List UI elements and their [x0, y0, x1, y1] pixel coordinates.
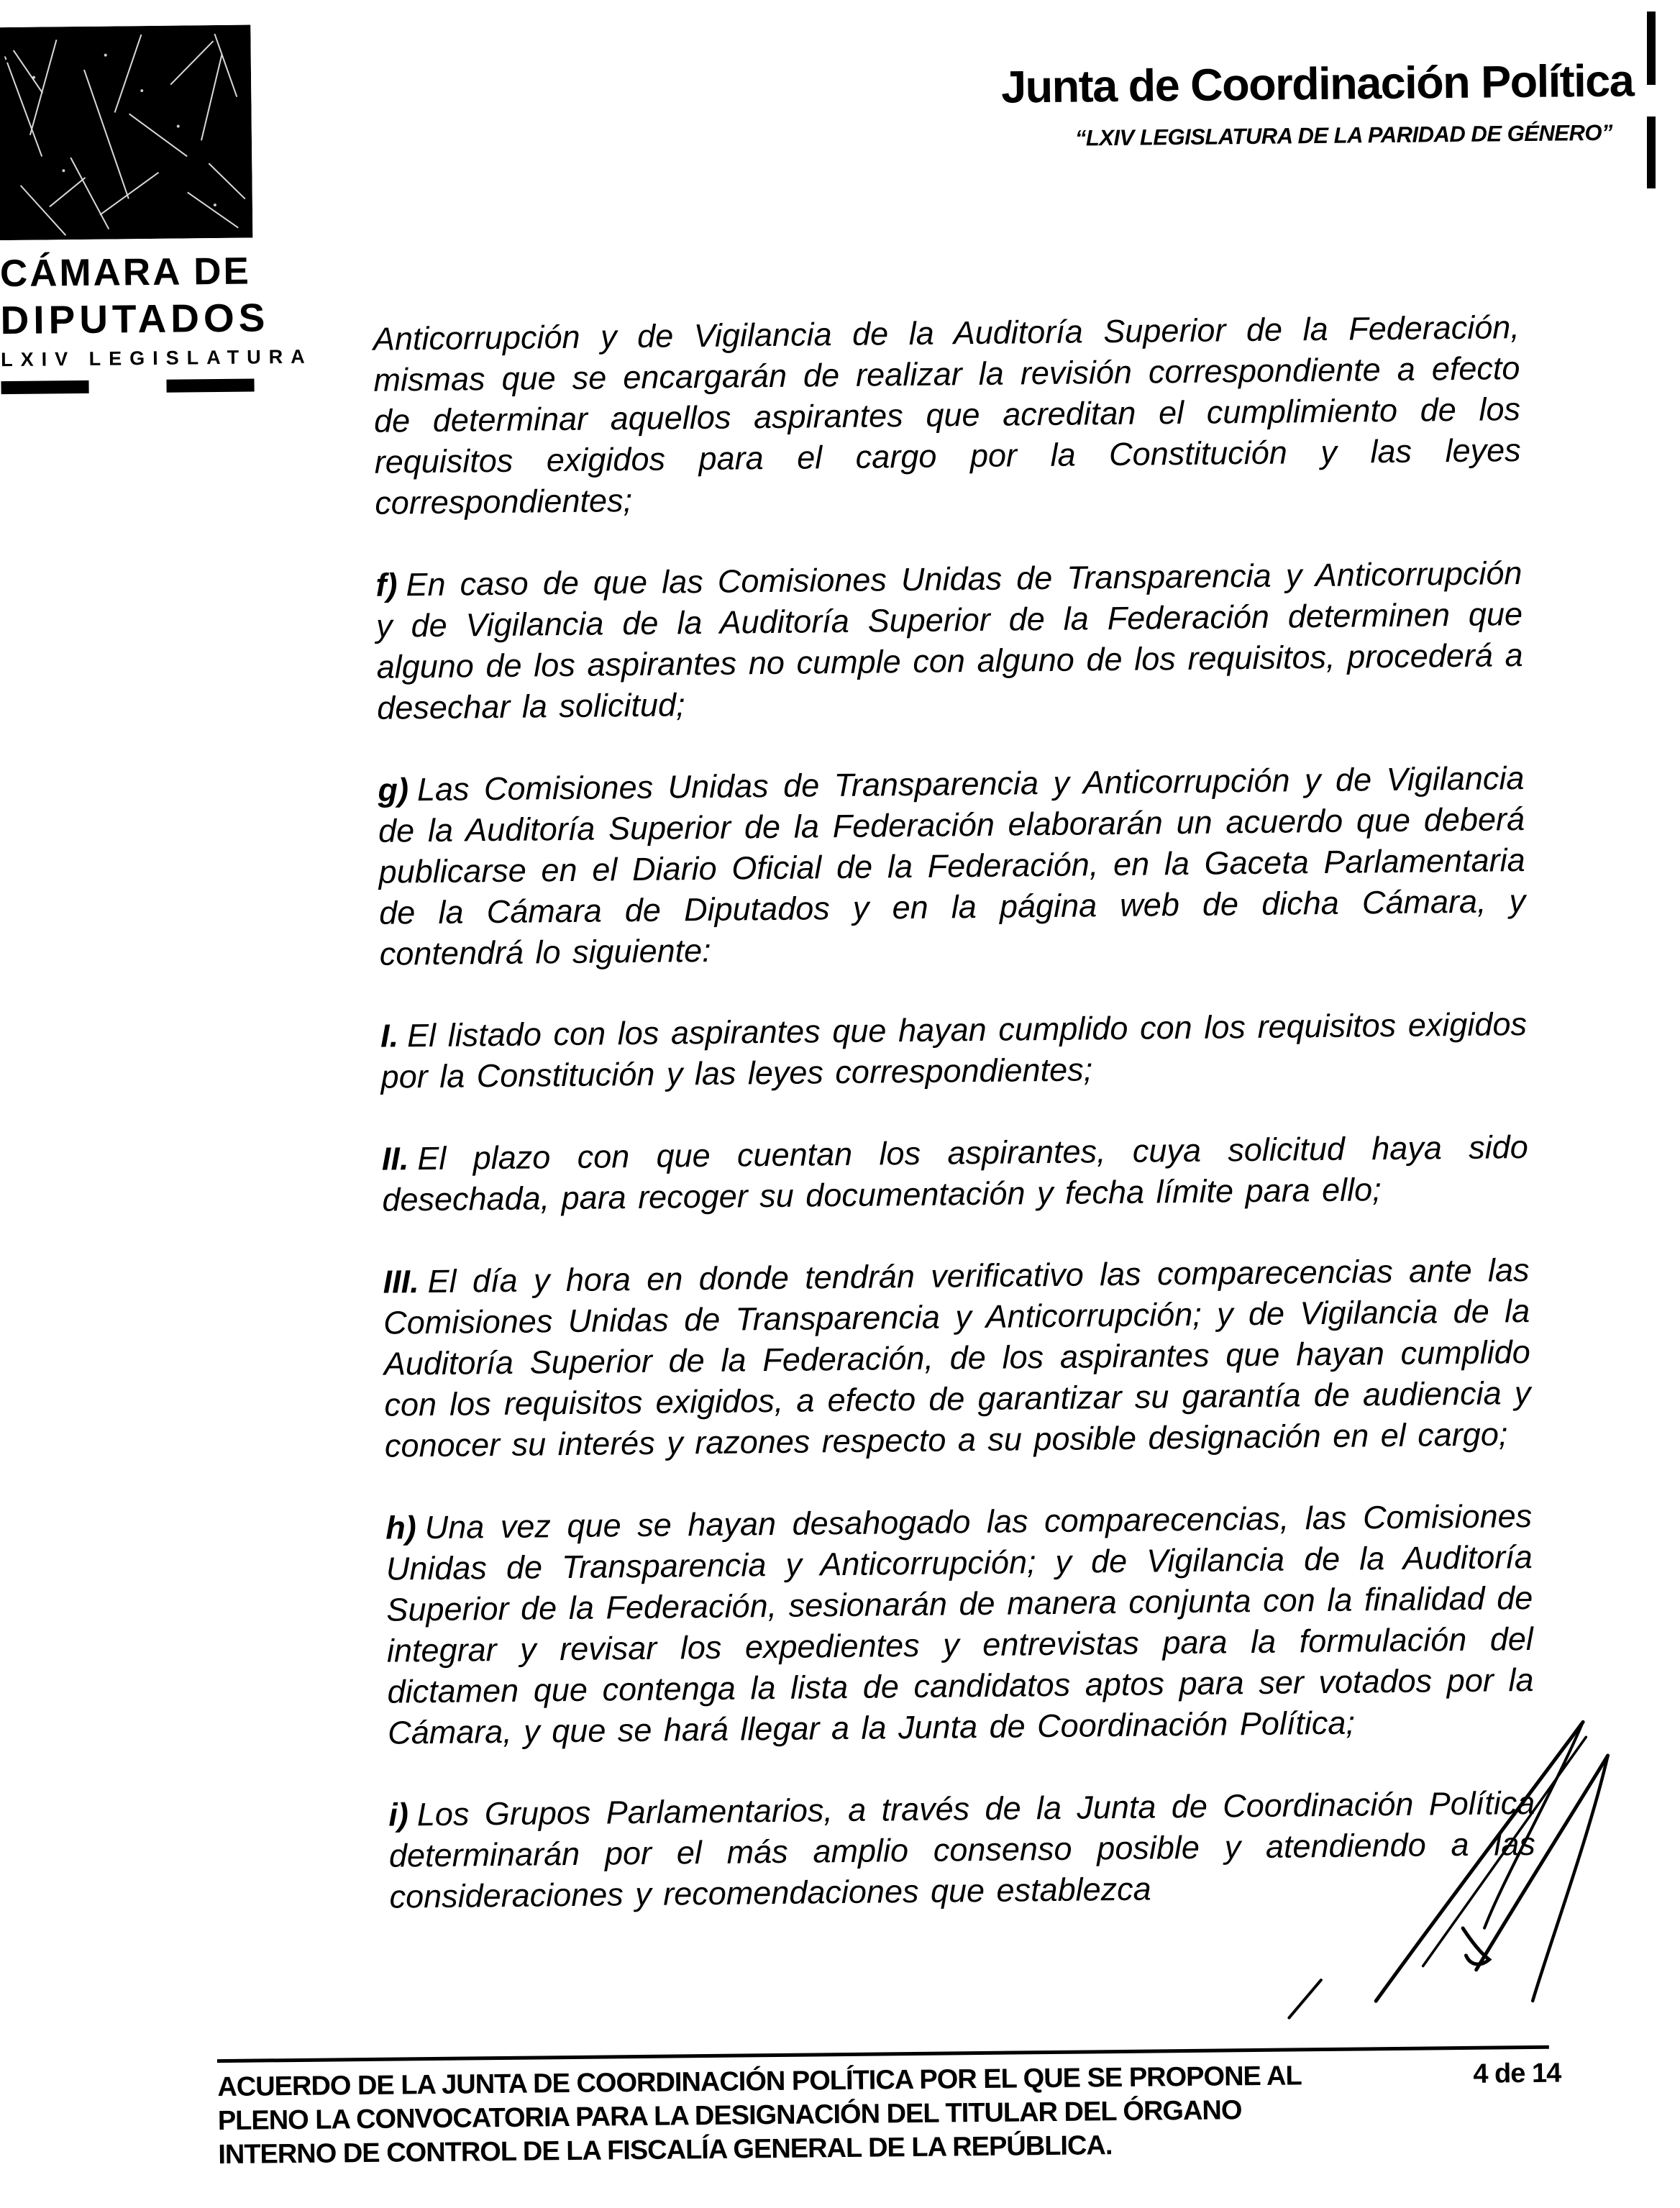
logo-text-diputados: DIPUTADOS — [0, 295, 270, 343]
paragraph-label: III. — [383, 1263, 419, 1300]
logo-bar-left — [1, 380, 88, 394]
paragraph-label: II. — [381, 1140, 409, 1177]
paragraph-text: Las Comisiones Unidas de Transparencia y Anticorrupción y de Vigilancia de la Auditoría Superior de la Federación elaborarán un acuerdo que deberá publicarse en el Diario Oficial de la Federación, en la Gaceta Parlamentaria de la Cámara de Diputados y en la página web de dicha Cámara, y contendrá lo siguiente: — [378, 759, 1526, 972]
paragraph-roman-ii — [382, 1126, 1529, 1221]
camara-de-diputados-logo — [0, 25, 313, 395]
paragraph-roman-iii — [383, 1249, 1531, 1466]
paragraph-label: h) — [385, 1509, 416, 1546]
paragraph-h — [385, 1495, 1534, 1753]
footer-text: ACUERDO DE LA JUNTA DE COORDINACIÓN POLÍTICA POR EL QUE SE PROPONE AL — [217, 2061, 1302, 2103]
paragraph-g — [378, 757, 1526, 975]
footer-line-2: PLENO LA CONVOCATORIA PARA LA DESIGNACIÓN DEL TITULAR DEL ÓRGANO — [217, 2095, 1242, 2137]
paragraph-label: g) — [378, 771, 409, 808]
paragraph-text: En caso de que las Comisiones Unidas de Transparencia y Anticorrupción y de Vigilancia de la Auditoría Superior de la Federación determinen que alguno de los aspirantes no cumple con alguno de los requisitos, procederá a desechar la solicitud; — [375, 555, 1523, 726]
paragraph-i — [388, 1782, 1536, 1917]
document-body — [373, 306, 1536, 1917]
scan-artifact-bar-top — [1647, 12, 1656, 85]
paragraph-label: f) — [375, 566, 398, 603]
pen-y-mark — [1463, 1928, 1489, 1965]
logo-text-camara-de: CÁMARA DE — [0, 250, 252, 296]
pen-stroke — [1530, 1756, 1611, 2001]
paragraph-text: El listado con los aspirantes que hayan cumplido con los requisitos exigidos por la Constitución y las leyes correspondientes; — [380, 1005, 1528, 1095]
paragraph-roman-i — [380, 1003, 1528, 1098]
page-number: 4 de 14 — [1473, 2058, 1561, 2089]
pen-slash-mark — [1289, 1980, 1322, 2017]
paragraph-text: El día y hora en donde tendrán verificativo las comparecencias ante las Comisiones Unidas de Transparencia y Anticorrupción; y de Vigilancia de la Auditoría Superior de la Federación, de los aspirantes que hayan cumplido con los requisitos exigidos, a efecto de garantizar su garantía de audiencia y conocer su interés y razones respecto a su posible designación en el cargo; — [383, 1251, 1531, 1464]
logo-bar-right — [166, 378, 254, 392]
paragraph-text: Una vez que se hayan desahogado las comparecencias, las Comisiones Unidas de Transparencia y Anticorrupción; y de Vigilancia de la Auditoría Superior de la Federación, sesionarán de manera conjunta con la finalidad de integrar y revisar los expedientes y entrevistas para la formulación del dictamen que contenga la lista de candidatos aptos para ser votados por la Cámara, y que se hará llegar a la Junta de Coordinación Política; — [385, 1497, 1534, 1751]
paragraph-label: i) — [388, 1796, 409, 1833]
letterhead-subtitle: “LXIV LEGISLATURA DE LA PARIDAD DE GÉNERO” — [1074, 119, 1613, 151]
footer — [217, 2057, 1561, 2173]
paragraph-intro — [373, 306, 1522, 524]
letterhead-title: Junta de Coordinación Política — [1000, 55, 1634, 113]
logo-bars — [1, 378, 254, 394]
footer-line-3: INTERNO DE CONTROL DE LA FISCALÍA GENERAL DE LA REPÚBLICA. — [218, 2130, 1113, 2171]
logo-text-legislatura: LXIV LEGISLATURA — [1, 345, 313, 371]
paragraph-text: El plazo con que cuentan los aspirantes, cuya solicitud haya sido desechada, para recoger su documentación y fecha límite para ello; — [382, 1128, 1529, 1218]
scan-artifact-bar-bottom — [1647, 117, 1656, 188]
paragraph-text: Anticorrupción y de Vigilancia de la Auditoría Superior de la Federación, mismas que se encargarán de realizar la revisión correspondiente a efecto de determinar aquellos aspirantes que acreditan el cumplimiento de los requisitos exigidos para el cargo por la Constitución y las leyes correspondientes; — [373, 309, 1521, 521]
camara-logo-image — [0, 25, 252, 241]
paragraph-label: I. — [380, 1017, 399, 1054]
paragraph-text: Los Grupos Parlamentarios, a través de la Junta de Coordinación Política determinarán por el más amplio consenso posible y atendiendo a las consideraciones y recomendaciones que establezca — [388, 1784, 1536, 1915]
paragraph-f — [375, 552, 1523, 729]
